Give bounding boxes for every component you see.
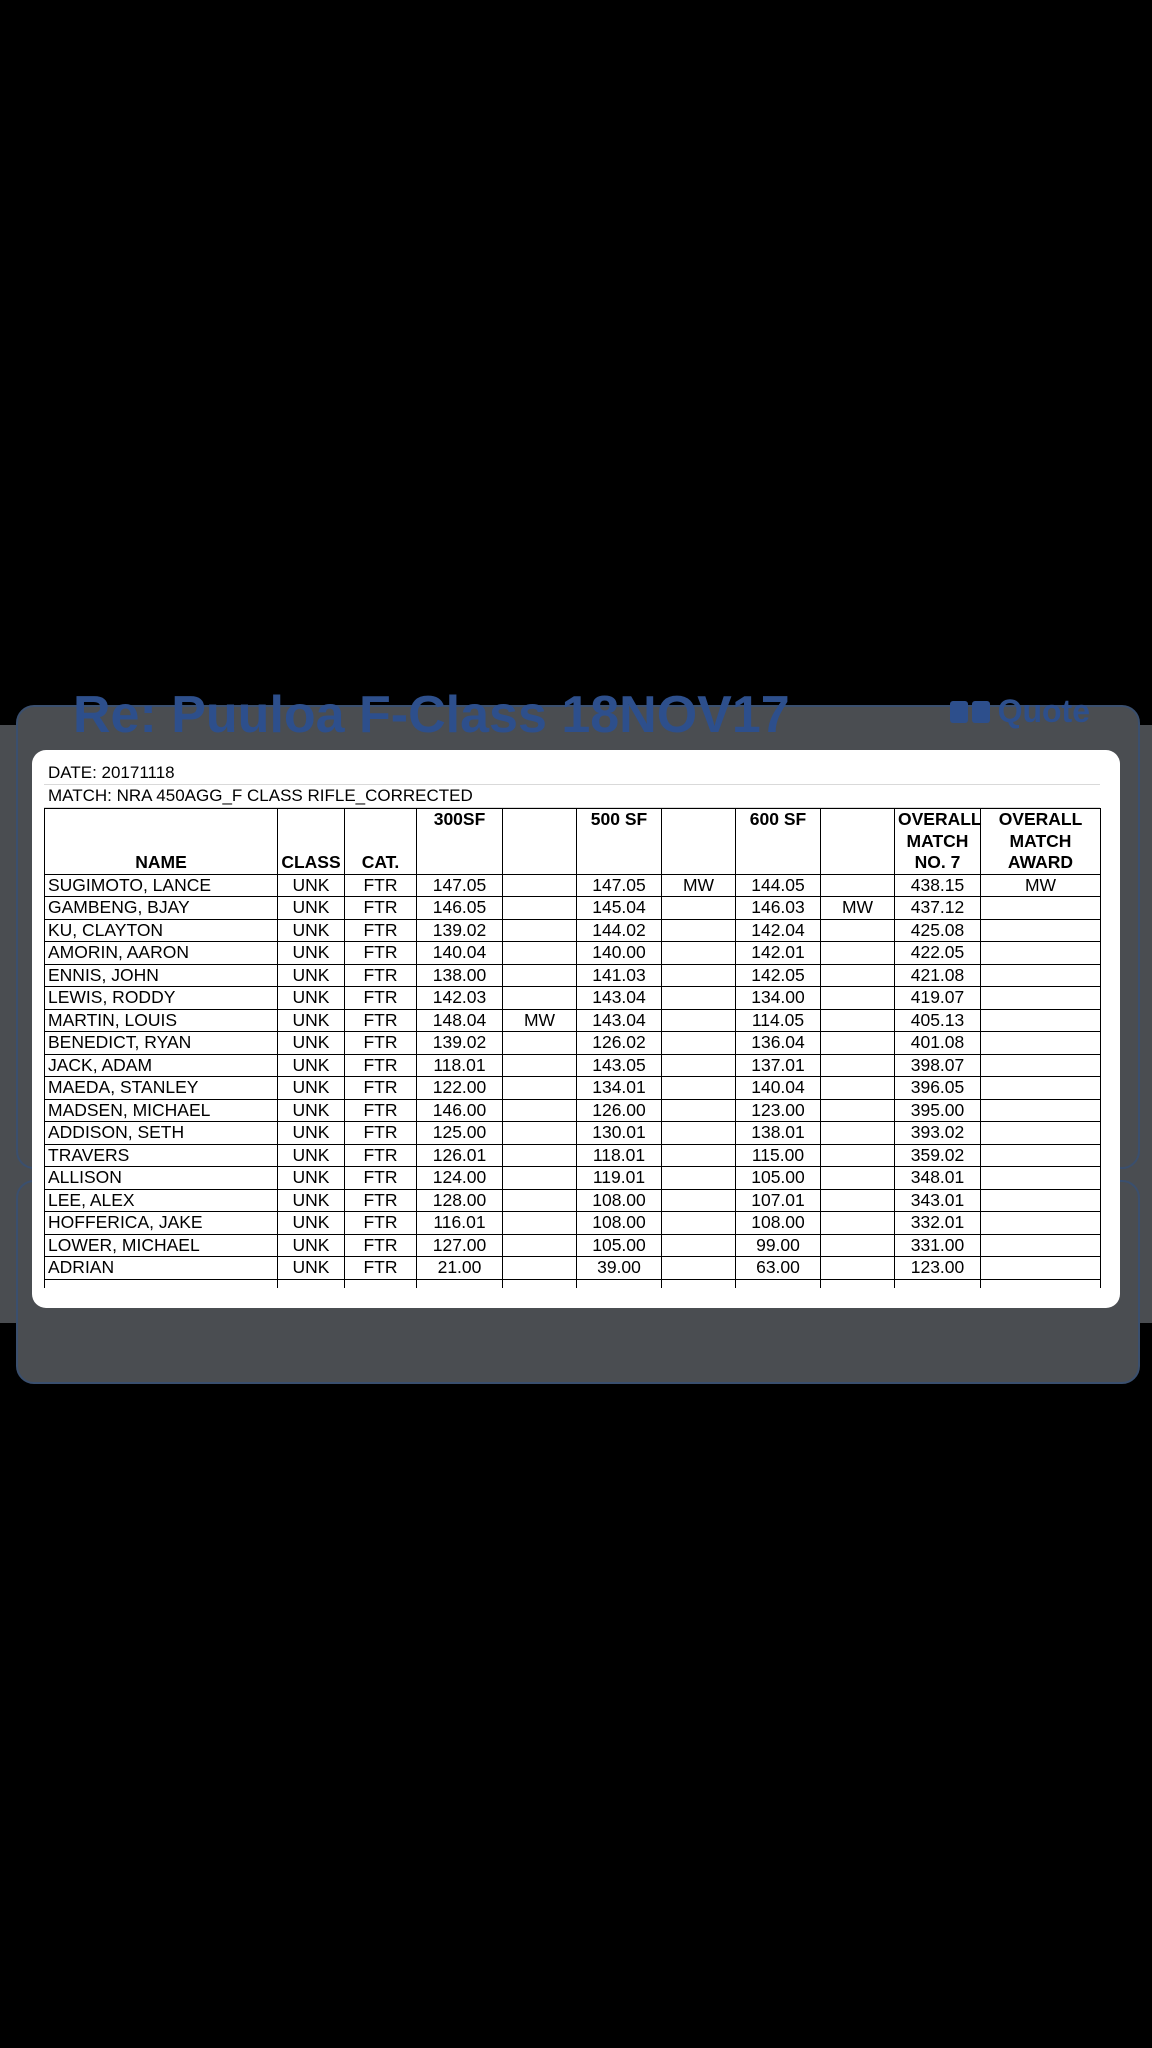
header-cat: CAT.: [345, 852, 417, 874]
overall-total: 405.13: [895, 1009, 981, 1032]
award-300: [503, 874, 577, 897]
overall-total: 343.01: [895, 1189, 981, 1212]
score-600: 99.00: [736, 1234, 821, 1257]
class-cell: UNK: [278, 897, 345, 920]
score-600: 108.00: [736, 1212, 821, 1235]
score-300: 140.04: [417, 942, 503, 965]
overall-total: 359.02: [895, 1144, 981, 1167]
empty-cell: [417, 1279, 503, 1288]
header-award-2: MATCH: [981, 831, 1101, 853]
table-row: [45, 942, 1101, 965]
category-cell: FTR: [345, 1032, 417, 1055]
score-500: 118.01: [577, 1144, 662, 1167]
competitor-name: LOWER, MICHAEL: [45, 1234, 278, 1257]
overall-award: [981, 1009, 1101, 1032]
award-600: [821, 1167, 895, 1190]
award-600: [821, 1257, 895, 1280]
award-600: [821, 1009, 895, 1032]
class-cell: UNK: [278, 987, 345, 1010]
class-cell: UNK: [278, 1257, 345, 1280]
class-cell: UNK: [278, 1189, 345, 1212]
table-row: [45, 919, 1101, 942]
table-row: [45, 1167, 1101, 1190]
award-500: [662, 987, 736, 1010]
score-300: 138.00: [417, 964, 503, 987]
overall-total: 438.15: [895, 874, 981, 897]
header-300sf: 300SF: [417, 809, 503, 831]
overall-award: [981, 987, 1101, 1010]
competitor-name: BENEDICT, RYAN: [45, 1032, 278, 1055]
class-cell: UNK: [278, 1032, 345, 1055]
award-300: [503, 919, 577, 942]
overall-total: 332.01: [895, 1212, 981, 1235]
award-500: [662, 964, 736, 987]
award-600: [821, 1189, 895, 1212]
overall-award: MW: [981, 874, 1101, 897]
award-300: MW: [503, 1009, 577, 1032]
category-cell: FTR: [345, 1099, 417, 1122]
score-600: 115.00: [736, 1144, 821, 1167]
competitor-name: MAEDA, STANLEY: [45, 1077, 278, 1100]
overall-award: [981, 919, 1101, 942]
overall-award: [981, 1032, 1101, 1055]
empty-cell: [895, 1279, 981, 1288]
header-500sf: 500 SF: [577, 809, 662, 831]
overall-award: [981, 1054, 1101, 1077]
score-300: 128.00: [417, 1189, 503, 1212]
empty-cell: [503, 1279, 577, 1288]
table-row: [45, 1144, 1101, 1167]
award-300: [503, 1167, 577, 1190]
overall-award: [981, 897, 1101, 920]
score-300: 139.02: [417, 1032, 503, 1055]
award-300: [503, 987, 577, 1010]
score-500: 140.00: [577, 942, 662, 965]
award-300: [503, 964, 577, 987]
competitor-name: LEE, ALEX: [45, 1189, 278, 1212]
empty-cell: [821, 1279, 895, 1288]
competitor-name: JACK, ADAM: [45, 1054, 278, 1077]
class-cell: UNK: [278, 874, 345, 897]
award-600: [821, 1054, 895, 1077]
category-cell: FTR: [345, 874, 417, 897]
category-cell: FTR: [345, 987, 417, 1010]
score-600: 114.05: [736, 1009, 821, 1032]
award-600: [821, 874, 895, 897]
header-overall-2: MATCH: [895, 831, 981, 853]
class-cell: UNK: [278, 1099, 345, 1122]
award-300: [503, 1054, 577, 1077]
quote-button[interactable]: [950, 693, 1090, 730]
category-cell: FTR: [345, 1212, 417, 1235]
score-600: 142.05: [736, 964, 821, 987]
overall-total: 123.00: [895, 1257, 981, 1280]
award-300: [503, 1257, 577, 1280]
overall-total: 348.01: [895, 1167, 981, 1190]
score-600: 137.01: [736, 1054, 821, 1077]
score-500: 105.00: [577, 1234, 662, 1257]
image-viewer-modal: [32, 750, 1120, 1308]
table-row: [45, 1212, 1101, 1235]
score-300: 146.00: [417, 1099, 503, 1122]
award-600: [821, 1122, 895, 1145]
table-row: [45, 874, 1101, 897]
score-300: 122.00: [417, 1077, 503, 1100]
competitor-name: AMORIN, AARON: [45, 942, 278, 965]
category-cell: FTR: [345, 1189, 417, 1212]
overall-total: 421.08: [895, 964, 981, 987]
category-cell: FTR: [345, 1167, 417, 1190]
competitor-name: TRAVERS: [45, 1144, 278, 1167]
overall-award: [981, 1122, 1101, 1145]
competitor-name: ADDISON, SETH: [45, 1122, 278, 1145]
category-cell: FTR: [345, 1257, 417, 1280]
score-600: 146.03: [736, 897, 821, 920]
competitor-name: LEWIS, RODDY: [45, 987, 278, 1010]
class-cell: UNK: [278, 1167, 345, 1190]
score-500: 134.01: [577, 1077, 662, 1100]
competitor-name: ALLISON: [45, 1167, 278, 1190]
award-600: [821, 1099, 895, 1122]
empty-cell: [577, 1279, 662, 1288]
category-cell: FTR: [345, 1009, 417, 1032]
award-500: [662, 1144, 736, 1167]
header-600sf: 600 SF: [736, 809, 821, 831]
overall-award: [981, 1212, 1101, 1235]
score-300: 142.03: [417, 987, 503, 1010]
score-500: 108.00: [577, 1212, 662, 1235]
overall-total: 395.00: [895, 1099, 981, 1122]
score-300: 146.05: [417, 897, 503, 920]
header-name: NAME: [45, 852, 278, 874]
score-300: 148.04: [417, 1009, 503, 1032]
score-600: 144.05: [736, 874, 821, 897]
quote-label: Quote: [997, 693, 1090, 729]
class-cell: UNK: [278, 1122, 345, 1145]
post-title: Re: Puuloa F-Class 18NOV17: [73, 686, 790, 744]
empty-cell: [278, 1279, 345, 1288]
score-600: 138.01: [736, 1122, 821, 1145]
header-award-1: OVERALL: [981, 809, 1101, 831]
overall-total: 419.07: [895, 987, 981, 1010]
score-600: 140.04: [736, 1077, 821, 1100]
award-600: [821, 987, 895, 1010]
score-500: 130.01: [577, 1122, 662, 1145]
score-600: 63.00: [736, 1257, 821, 1280]
overall-award: [981, 942, 1101, 965]
overall-total: 398.07: [895, 1054, 981, 1077]
score-500: 145.04: [577, 897, 662, 920]
score-500: 143.05: [577, 1054, 662, 1077]
overall-total: 396.05: [895, 1077, 981, 1100]
category-cell: FTR: [345, 1077, 417, 1100]
class-cell: UNK: [278, 1144, 345, 1167]
score-500: 126.00: [577, 1099, 662, 1122]
table-row: [45, 1009, 1101, 1032]
class-cell: UNK: [278, 964, 345, 987]
award-600: [821, 919, 895, 942]
competitor-name: KU, CLAYTON: [45, 919, 278, 942]
award-500: [662, 1212, 736, 1235]
score-500: 108.00: [577, 1189, 662, 1212]
competitor-name: ENNIS, JOHN: [45, 964, 278, 987]
award-300: [503, 1212, 577, 1235]
award-300: [503, 1032, 577, 1055]
overall-total: 437.12: [895, 897, 981, 920]
award-600: [821, 1032, 895, 1055]
award-600: [821, 1234, 895, 1257]
score-500: 143.04: [577, 1009, 662, 1032]
category-cell: FTR: [345, 1234, 417, 1257]
award-300: [503, 897, 577, 920]
award-500: [662, 1234, 736, 1257]
score-600: 107.01: [736, 1189, 821, 1212]
score-600: 142.01: [736, 942, 821, 965]
category-cell: FTR: [345, 897, 417, 920]
award-500: [662, 1054, 736, 1077]
category-cell: FTR: [345, 942, 417, 965]
award-300: [503, 1122, 577, 1145]
award-500: [662, 1077, 736, 1100]
award-300: [503, 1077, 577, 1100]
score-500: 143.04: [577, 987, 662, 1010]
overall-award: [981, 964, 1101, 987]
award-300: [503, 1099, 577, 1122]
award-500: [662, 1009, 736, 1032]
score-300: 147.05: [417, 874, 503, 897]
score-300: 124.00: [417, 1167, 503, 1190]
score-300: 125.00: [417, 1122, 503, 1145]
award-500: MW: [662, 874, 736, 897]
score-600: 105.00: [736, 1167, 821, 1190]
score-500: 144.02: [577, 919, 662, 942]
class-cell: UNK: [278, 1009, 345, 1032]
header-overall-1: OVERALL: [895, 809, 981, 831]
score-300: 118.01: [417, 1054, 503, 1077]
score-500: 147.05: [577, 874, 662, 897]
score-500: 126.02: [577, 1032, 662, 1055]
award-600: [821, 1212, 895, 1235]
category-cell: FTR: [345, 1122, 417, 1145]
quote-icon: [950, 701, 990, 723]
overall-award: [981, 1257, 1101, 1280]
overall-award: [981, 1099, 1101, 1122]
class-cell: UNK: [278, 1077, 345, 1100]
table-row: [45, 987, 1101, 1010]
header-row-2: [45, 831, 1101, 853]
class-cell: UNK: [278, 942, 345, 965]
results-table: [44, 808, 1101, 1288]
score-500: 39.00: [577, 1257, 662, 1280]
overall-award: [981, 1144, 1101, 1167]
award-500: [662, 1099, 736, 1122]
table-row: [45, 1257, 1101, 1280]
award-600: MW: [821, 897, 895, 920]
overall-total: 393.02: [895, 1122, 981, 1145]
class-cell: UNK: [278, 1234, 345, 1257]
spreadsheet-image: [44, 762, 1100, 1288]
table-row: [45, 1099, 1101, 1122]
overall-award: [981, 1077, 1101, 1100]
award-300: [503, 1234, 577, 1257]
empty-cell: [45, 1279, 278, 1288]
score-500: 119.01: [577, 1167, 662, 1190]
header-award-3: AWARD: [981, 852, 1101, 874]
header-class: CLASS: [278, 852, 345, 874]
overall-total: 422.05: [895, 942, 981, 965]
competitor-name: MADSEN, MICHAEL: [45, 1099, 278, 1122]
score-600: 142.04: [736, 919, 821, 942]
table-row: [45, 1032, 1101, 1055]
class-cell: UNK: [278, 1212, 345, 1235]
empty-cell: [736, 1279, 821, 1288]
score-500: 141.03: [577, 964, 662, 987]
table-row: [45, 1189, 1101, 1212]
competitor-name: MARTIN, LOUIS: [45, 1009, 278, 1032]
award-500: [662, 1257, 736, 1280]
award-600: [821, 964, 895, 987]
competitor-name: GAMBENG, BJAY: [45, 897, 278, 920]
score-600: 123.00: [736, 1099, 821, 1122]
award-600: [821, 1144, 895, 1167]
overall-award: [981, 1167, 1101, 1190]
score-600: 134.00: [736, 987, 821, 1010]
score-300: 139.02: [417, 919, 503, 942]
table-row: [45, 964, 1101, 987]
table-row: [45, 1122, 1101, 1145]
competitor-name: ADRIAN: [45, 1257, 278, 1280]
class-cell: UNK: [278, 919, 345, 942]
award-500: [662, 1167, 736, 1190]
score-600: 136.04: [736, 1032, 821, 1055]
award-500: [662, 1189, 736, 1212]
award-500: [662, 942, 736, 965]
match-line: MATCH: NRA 450AGG_F CLASS RIFLE_CORRECTED: [44, 785, 1100, 808]
table-row: [45, 1234, 1101, 1257]
table-row: [45, 1077, 1101, 1100]
category-cell: FTR: [345, 919, 417, 942]
competitor-name: HOFFERICA, JAKE: [45, 1212, 278, 1235]
empty-cell: [662, 1279, 736, 1288]
overall-award: [981, 1189, 1101, 1212]
award-300: [503, 942, 577, 965]
award-500: [662, 897, 736, 920]
table-row-partial: [45, 1279, 1101, 1288]
date-line: DATE: 20171118: [44, 762, 1100, 785]
award-600: [821, 1077, 895, 1100]
header-row-3: [45, 852, 1101, 874]
category-cell: FTR: [345, 1054, 417, 1077]
header-row-1: [45, 809, 1101, 831]
category-cell: FTR: [345, 1144, 417, 1167]
score-300: 116.01: [417, 1212, 503, 1235]
header-overall-3: NO. 7: [895, 852, 981, 874]
overall-total: 401.08: [895, 1032, 981, 1055]
table-row: [45, 1054, 1101, 1077]
overall-total: 331.00: [895, 1234, 981, 1257]
award-500: [662, 1032, 736, 1055]
class-cell: UNK: [278, 1054, 345, 1077]
score-300: 126.01: [417, 1144, 503, 1167]
empty-cell: [345, 1279, 417, 1288]
award-300: [503, 1144, 577, 1167]
empty-cell: [981, 1279, 1101, 1288]
overall-total: 425.08: [895, 919, 981, 942]
competitor-name: SUGIMOTO, LANCE: [45, 874, 278, 897]
category-cell: FTR: [345, 964, 417, 987]
score-300: 21.00: [417, 1257, 503, 1280]
award-500: [662, 919, 736, 942]
award-600: [821, 942, 895, 965]
score-300: 127.00: [417, 1234, 503, 1257]
table-row: [45, 897, 1101, 920]
overall-award: [981, 1234, 1101, 1257]
award-500: [662, 1122, 736, 1145]
award-300: [503, 1189, 577, 1212]
